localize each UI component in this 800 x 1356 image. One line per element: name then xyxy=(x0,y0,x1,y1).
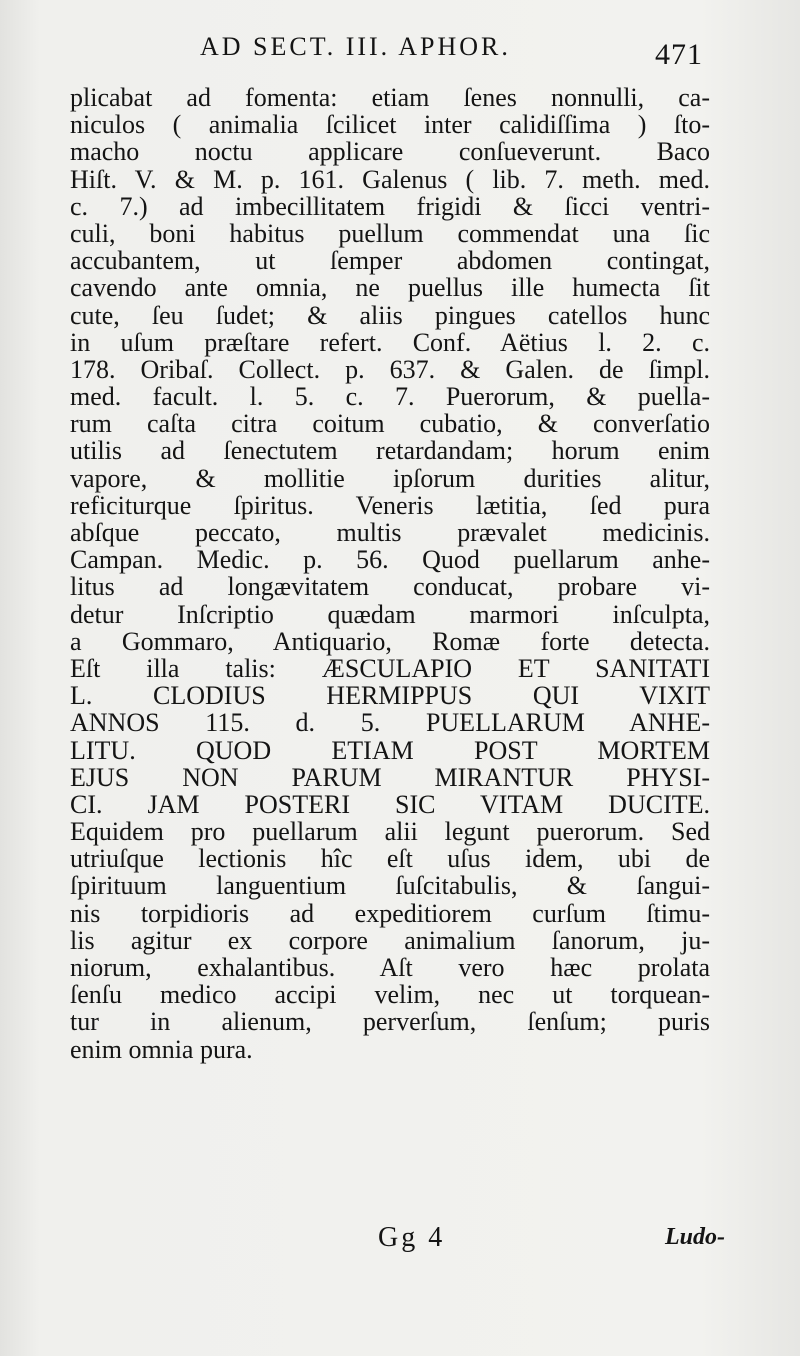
text-line: 178. Oribaſ. Collect. p. 637. & Galen. de ſimpl. xyxy=(70,354,710,384)
text-line: Equidem pro puellarum alii legunt puerorum. Sed xyxy=(70,817,710,847)
text-line: a Gommaro, Antiquario, Romæ forte detecta. xyxy=(70,626,710,656)
text-line: Campan. Medic. p. 56. Quod puellarum anhe- xyxy=(70,545,710,575)
text-line: EJUS NON PARUM MIRANTUR PHYSI- xyxy=(70,762,710,792)
text-line: litus ad longævitatem conducat, probare vi- xyxy=(70,572,710,602)
page-footer xyxy=(70,1222,725,1252)
text-line: reficiturque ſpiritus. Veneris lætitia, ſed pura xyxy=(70,490,710,520)
text-line: Eſt illa talis: ÆSCULAPIO ET SANITATI xyxy=(70,653,710,683)
text-line: ANNOS 115. d. 5. PUELLARUM ANHE- xyxy=(70,708,710,738)
text-line: detur Inſcriptio quædam marmori inſculpta, xyxy=(70,599,710,629)
text-line: niculos ( animalia ſcilicet inter calidiſſima ) ſto- xyxy=(70,110,710,140)
text-line: nis torpidioris ad expeditiorem curſum ſtimu- xyxy=(70,898,710,928)
text-line: med. facult. l. 5. c. 7. Puerorum, & puella- xyxy=(70,382,710,412)
text-line: utilis ad ſenectutem retardandam; horum enim xyxy=(70,436,710,466)
text-line: utriuſque lectionis hîc eſt uſus idem, ubi de xyxy=(70,844,710,874)
text-line: abſque peccato, multis prævalet medicinis. xyxy=(70,518,710,547)
text-line: rum caſta citra coitum cubatio, & converſatio xyxy=(70,409,710,439)
running-head: AD SECT. III. APHOR. xyxy=(200,32,511,61)
text-line: macho noctu applicare conſueverunt. Baco xyxy=(70,137,710,167)
text-line: ſpirituum languentium ſuſcitabulis, & ſangui- xyxy=(70,871,710,901)
text-line: CI. JAM POSTERI SIC VITAM DUCITE. xyxy=(70,789,710,819)
text-line: culi, boni habitus puellum commendat una ſic xyxy=(70,218,710,248)
body-text xyxy=(70,84,710,1063)
text-line: L. CLODIUS HERMIPPUS QUI VIXIT xyxy=(70,681,710,711)
text-line: accubantem, ut ſemper abdomen contingat, xyxy=(70,246,710,276)
catchword: Ludo- xyxy=(665,1224,725,1250)
text-line: c. 7.) ad imbecillitatem frigidi & ſicci ventri- xyxy=(70,191,710,221)
page-number: 471 xyxy=(655,38,703,71)
text-line: lis agitur ex corpore animalium ſanorum, ju- xyxy=(70,925,710,955)
text-line: vapore, & mollitie ipſorum durities alitur, xyxy=(70,463,710,493)
text-line: cavendo ante omnia, ne puellus ille humecta ſit xyxy=(70,273,710,303)
text-line: enim omnia pura. xyxy=(70,1034,253,1064)
text-line: ſenſu medico accipi velim, nec ut torquean- xyxy=(70,980,710,1010)
text-line: cute, ſeu ſudet; & aliis pingues catellos hunc xyxy=(70,300,710,330)
text-line: plicabat ad fomenta: etiam ſenes nonnulli, ca- xyxy=(70,83,710,112)
signature-mark: Gg 4 xyxy=(378,1222,446,1253)
text-line: in uſum præſtare refert. Conf. Aëtius l. 2. c. xyxy=(70,327,710,357)
text-line: niorum, exhalantibus. Aſt vero hæc prolata xyxy=(70,953,710,982)
text-line: Hiſt. V. & M. p. 161. Galenus ( lib. 7. meth. med. xyxy=(70,164,710,194)
text-line: LITU. QUOD ETIAM POST MORTEM xyxy=(70,735,710,765)
text-line: tur in alienum, perverſum, ſenſum; puris xyxy=(70,1007,710,1037)
